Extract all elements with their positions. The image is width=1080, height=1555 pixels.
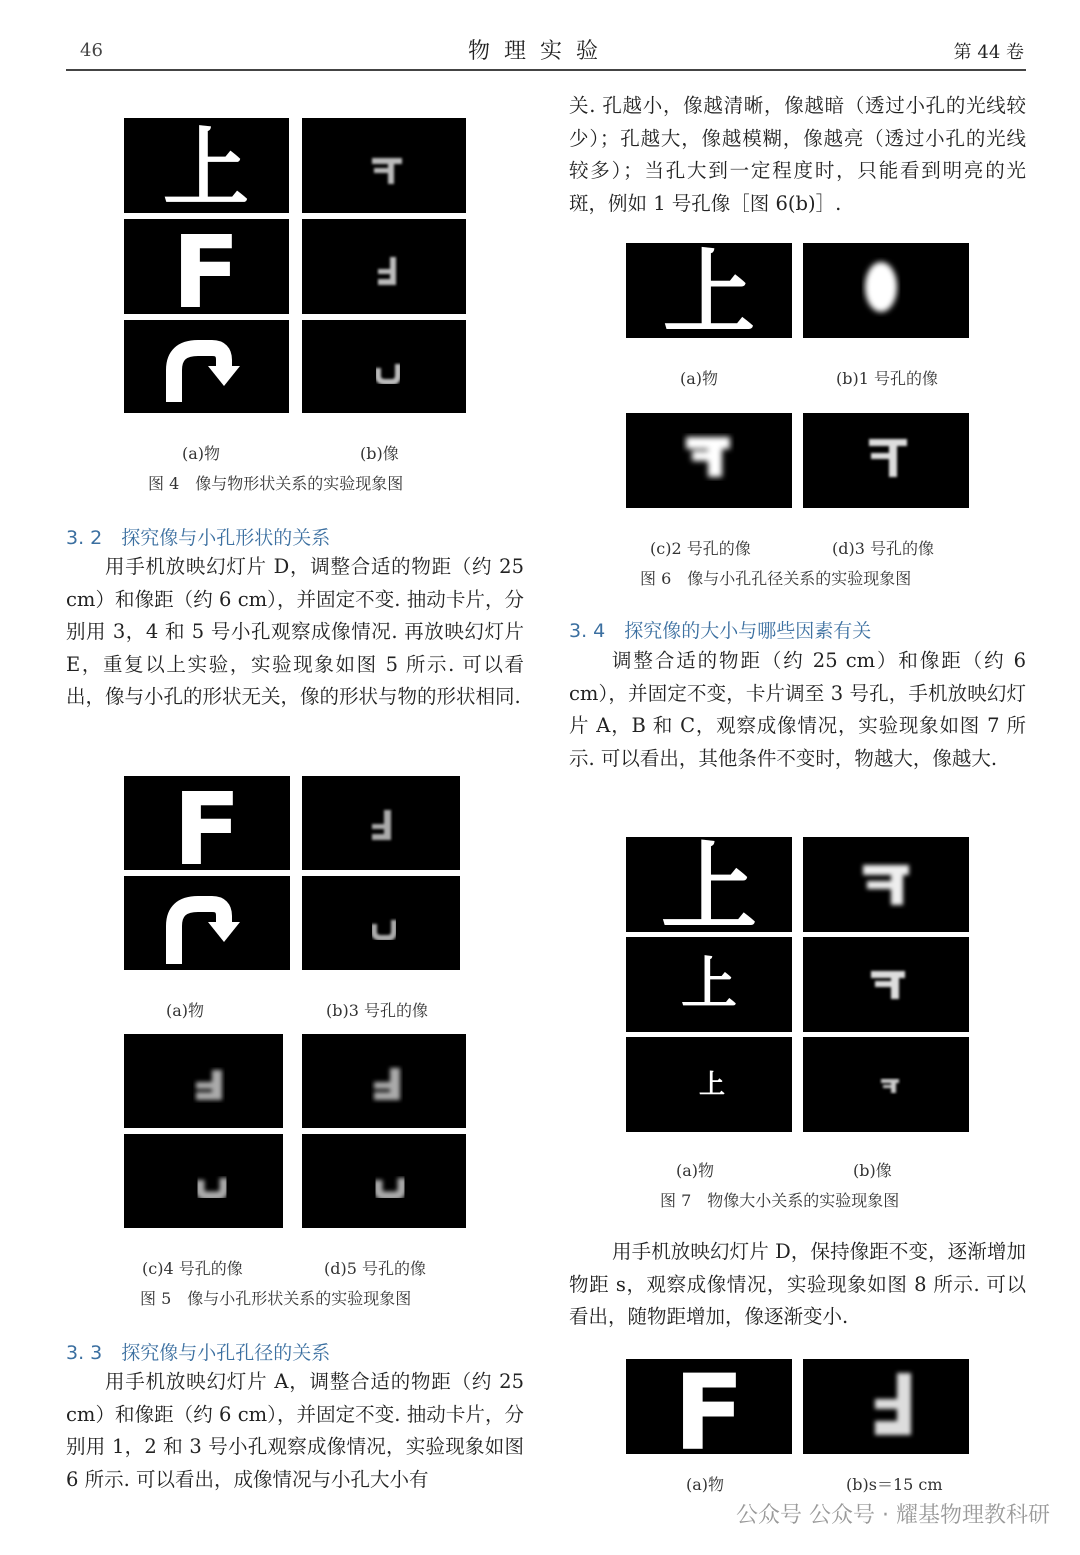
- fig5-image-5hole-arrow-graphic: [302, 1134, 466, 1228]
- fig5-image-5hole-arrow: [302, 1134, 466, 1228]
- fig7-image-large: [803, 837, 969, 932]
- fig6-caption: 图 6 像与小孔孔径关系的实验现象图: [640, 569, 912, 588]
- fig5-object-arrow: [124, 876, 290, 970]
- fig7-object-glyph-medium: 上: [681, 952, 737, 1017]
- fig7-object-glyph-large: 上: [661, 837, 757, 932]
- fig8-object-f-graphic: [626, 1359, 792, 1454]
- fig7-object-small-graphic: [626, 1037, 792, 1132]
- fig6-object-shang-graphic: [626, 243, 792, 338]
- fig6-object-glyph: 上: [662, 243, 756, 338]
- fig7-image-small: [803, 1037, 969, 1132]
- fig8-image-15cm-graphic: [803, 1359, 969, 1454]
- fig8-sub-b: (b)s＝15 cm: [846, 1475, 943, 1494]
- fig6-image-1hole: [803, 243, 969, 338]
- section-3-4-body: 调整合适的物距（约 25 cm）和像距（约 6 cm），并固定不变，卡片调至 3 号孔，手机放映幻灯片 A，B 和 C，观察成像情况，实验现象如图 7 所示. 可以看出，其他条件不变时，物越大，像越大.: [569, 649, 1026, 770]
- fig4-object-glyph-mid: F: [171, 219, 241, 314]
- fig5-sub-d: (d)5 号孔的像: [324, 1259, 426, 1278]
- fig7-image-medium: [803, 937, 969, 1032]
- section-3-3-title: 3. 3 探究像与小孔孔径的关系: [66, 1342, 331, 1364]
- fig6-image-2hole-graphic: [626, 413, 792, 508]
- fig7-caption: 图 7 物像大小关系的实验现象图: [660, 1191, 900, 1210]
- fig7-image-medium-graphic: [803, 937, 969, 1032]
- turn-arrow-icon: [124, 320, 289, 413]
- fig4-object-shang: [124, 118, 289, 213]
- fig5-sub-b: (b)3 号孔的像: [326, 1001, 428, 1020]
- fig5-image-4hole-f: [124, 1034, 283, 1128]
- section-3-4-body-2: 用手机放映幻灯片 D，保持像距不变，逐渐增加物距 s，观察成像情况，实验现象如图 8 所示. 可以看出，随物距增加，像逐渐变小.: [569, 1240, 1026, 1328]
- fig7-object-large: [626, 837, 792, 932]
- fig7-object-large-graphic: [626, 837, 792, 932]
- fig5-object-f-graphic: [124, 776, 290, 870]
- fig4-image-3: [302, 320, 466, 413]
- fig5-image-3hole-f-graphic: [302, 776, 460, 870]
- fig5-image-4hole-arrow-graphic: [124, 1134, 283, 1228]
- fig6-object-shang: [626, 243, 792, 338]
- section-3-3-body: 用手机放映幻灯片 A，调整合适的物距（约 25 cm）和像距（约 6 cm），并固定不变. 抽动卡片，分别用 1，2 和 3 号小孔观察成像情况，实验现象如图 6 所示. 可以看出，成像情况与小孔大小有: [66, 1370, 524, 1491]
- fig4-caption: 图 4 像与物形状关系的实验现象图: [148, 474, 404, 493]
- fig6-image-2hole: [626, 413, 792, 508]
- fig4-image-1-graphic: [302, 118, 466, 213]
- header-rule: [66, 69, 1026, 71]
- fig4-object-arrow: [124, 320, 289, 413]
- journal-title: 物理实验: [467, 39, 612, 64]
- fig5-image-3hole-arrow: [302, 876, 460, 970]
- fig4-sub-a: (a)物: [182, 444, 221, 463]
- fig5-image-4hole-f-graphic: [124, 1034, 283, 1128]
- section-3-3-continued: 关. 孔越小，像越清晰，像越暗（透过小孔的光线较少）；孔越大，像越模糊，像越亮（透过小孔的光线较多）；当孔大到一定程度时，只能看到明亮的光斑，例如 1 号孔像［图 6(b)］.: [569, 94, 1026, 215]
- fig7-image-small-graphic: [803, 1037, 969, 1132]
- fig6-image-3hole-graphic: [803, 413, 969, 508]
- fig4-object-f: [124, 219, 289, 314]
- fig4-object-shang-graphic: [124, 118, 289, 213]
- fig5-image-3hole-f: [302, 776, 460, 870]
- volume-label: 第 44 卷: [953, 42, 1024, 63]
- fig4-image-2: [302, 219, 466, 314]
- fig5-image-3hole-arrow-graphic: [302, 876, 460, 970]
- fig6-sub-b: (b)1 号孔的像: [836, 369, 938, 388]
- fig5-image-4hole-arrow: [124, 1134, 283, 1228]
- section-3-2-title: 3. 2 探究像与小孔形状的关系: [66, 527, 331, 549]
- fig8-object-glyph: F: [673, 1359, 745, 1454]
- fig7-sub-a: (a)物: [676, 1161, 715, 1180]
- watermark: 公众号 公众号 · 耀基物理教科研: [736, 1503, 1050, 1528]
- fig5-caption: 图 5 像与小孔形状关系的实验现象图: [140, 1289, 412, 1308]
- fig5-sub-a: (a)物: [166, 1001, 205, 1020]
- fig6-sub-c: (c)2 号孔的像: [650, 539, 751, 558]
- fig5-image-5hole-f-graphic: [302, 1034, 466, 1128]
- fig4-image-1: [302, 118, 466, 213]
- fig5-object-glyph: F: [172, 776, 242, 870]
- fig8-object-f: [626, 1359, 792, 1454]
- fig6-image-3hole: [803, 413, 969, 508]
- fig7-object-small: [626, 1037, 792, 1132]
- fig6-sub-d: (d)3 号孔的像: [832, 539, 934, 558]
- fig4-sub-b: (b)像: [360, 444, 399, 463]
- fig5-object-f: [124, 776, 290, 870]
- light-spot-graphic: [803, 243, 969, 338]
- section-3-4-title: 3. 4 探究像的大小与哪些因素有关: [569, 620, 872, 642]
- fig8-image-15cm: [803, 1359, 969, 1454]
- fig8-sub-a: (a)物: [686, 1475, 725, 1494]
- fig4-object-f-graphic: [124, 219, 289, 314]
- fig4-object-glyph-top: 上: [163, 119, 249, 213]
- fig4-image-3-graphic: [302, 320, 466, 413]
- section-3-2-body: 用手机放映幻灯片 D，调整合适的物距（约 25 cm）和像距（约 6 cm），并固定不变. 抽动卡片，分别用 3，4 和 5 号小孔观察成像情况. 再放映幻灯片 E，重复以上实验，实验现象如图 5 所示. 可以看出，像与小孔的形状无关，像的形状与物的形状相同.: [66, 555, 524, 708]
- fig5-sub-c: (c)4 号孔的像: [142, 1259, 243, 1278]
- turn-arrow-icon: [124, 876, 290, 970]
- fig7-sub-b: (b)像: [853, 1161, 892, 1180]
- fig5-image-5hole-f: [302, 1034, 466, 1128]
- fig7-image-large-graphic: [803, 837, 969, 932]
- fig4-image-2-graphic: [302, 219, 466, 314]
- fig6-sub-a: (a)物: [680, 369, 719, 388]
- fig7-object-medium: [626, 937, 792, 1032]
- fig7-object-medium-graphic: [626, 937, 792, 1032]
- fig7-object-glyph-small: 上: [698, 1070, 726, 1100]
- page-number: 46: [80, 40, 103, 61]
